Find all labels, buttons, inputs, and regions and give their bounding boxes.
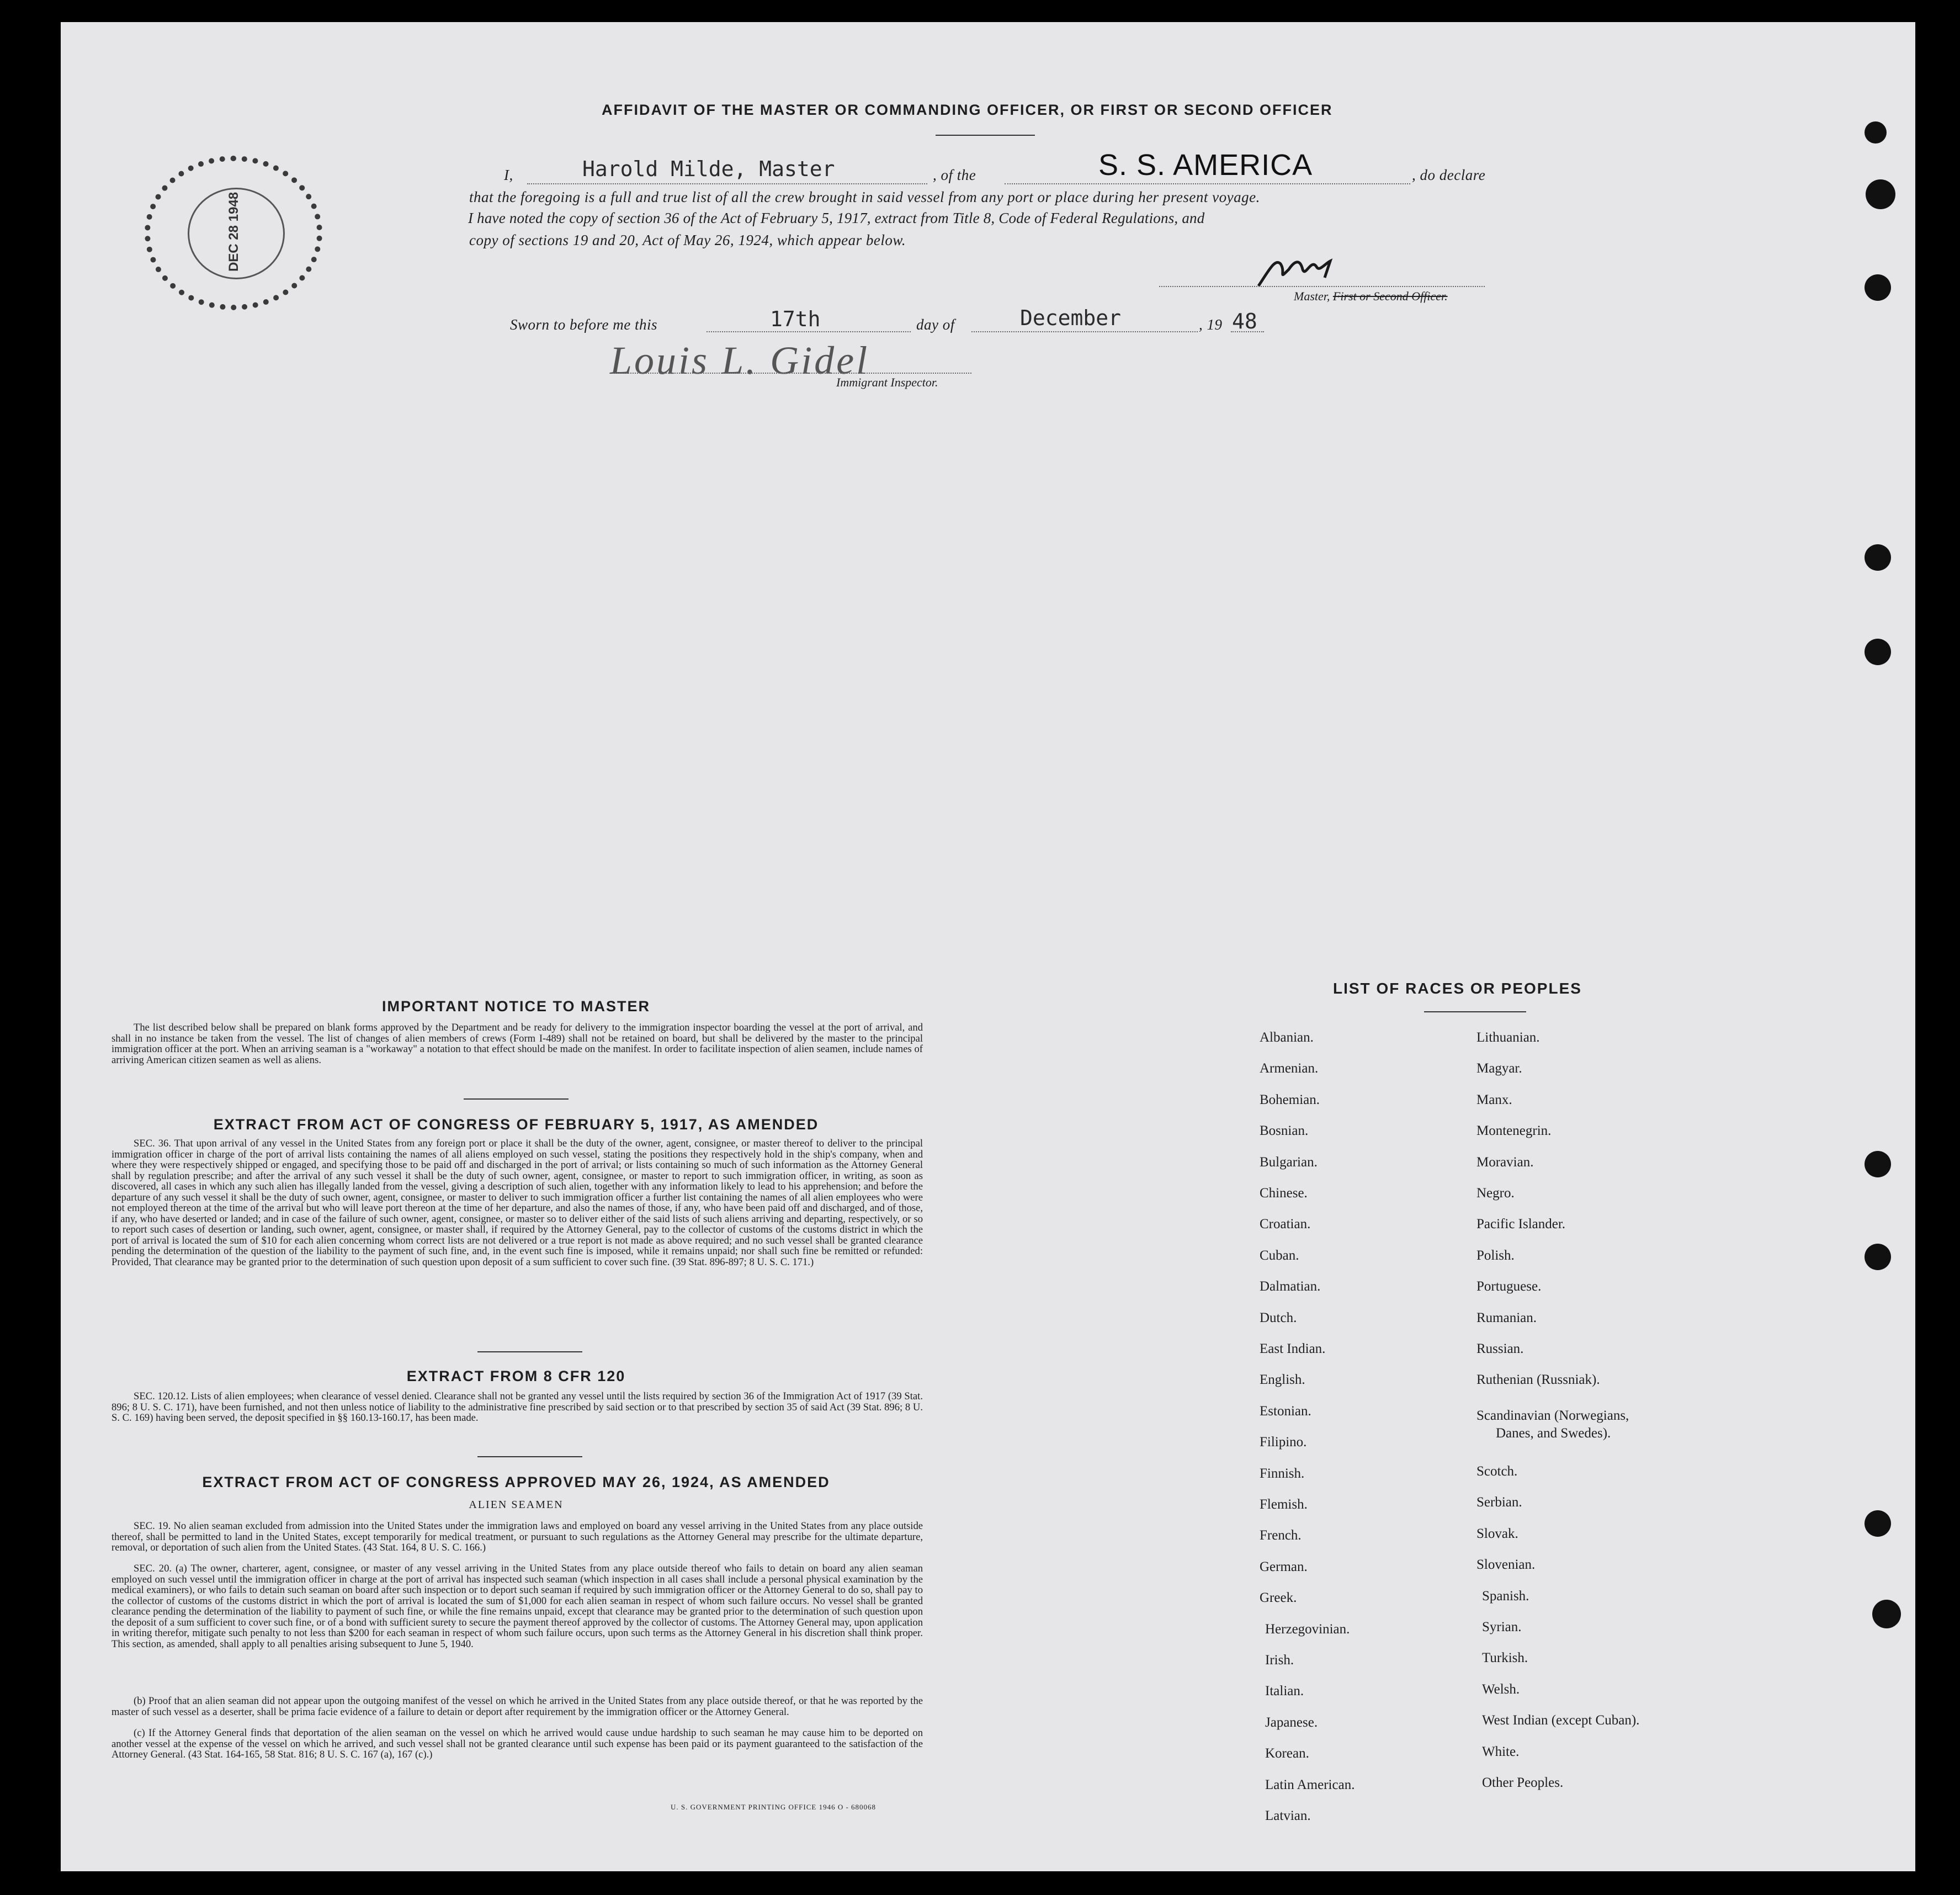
race-item: Danes, and Swedes). <box>1496 1426 1611 1441</box>
race-item: Dutch. <box>1260 1310 1297 1325</box>
race-item: German. <box>1260 1559 1308 1574</box>
punch-hole <box>1865 1510 1891 1537</box>
declaration-i: I, <box>504 167 513 183</box>
race-item: Russian. <box>1476 1341 1524 1356</box>
race-item: Turkish. <box>1482 1650 1528 1665</box>
race-item: Scandinavian (Norwegians, <box>1476 1408 1629 1423</box>
race-item: French. <box>1260 1528 1302 1543</box>
race-item: Dalmatian. <box>1260 1279 1321 1294</box>
race-item: Herzegovinian. <box>1265 1622 1350 1637</box>
declaration-line-3: I have noted the copy of section 36 of the Act of February 5, 1917, extract from Title 8, Code of Federal Regulations, and <box>468 210 1205 226</box>
race-item: Greek. <box>1260 1590 1297 1605</box>
race-item: Magyar. <box>1476 1061 1522 1076</box>
race-item: White. <box>1482 1744 1520 1759</box>
ship-line <box>1005 183 1410 184</box>
extract-1924-sec20a: SEC. 20. (a) The owner, charterer, agent, consignee, or master of any vessel arriving in the United States from any place outside thereof who fails to detain on board any alien seaman employed on such vessel until the immigration officer in charge at the port of arrival has inspected such seaman (which inspection in all cases shall include a personal physical examination by the medical examiners), or who fails to detain such seaman on board after such inspection or to deport such seaman if required by such immigration officer or the Attorney General to do so, shall pay to the collector of customs of the customs district in which the port of arrival is located the sum of $1,000 for each alien seaman in respect of whom such failure occurs. No vessel shall be granted clearance pending the determination of the liability to payment of such fine, or while the fine remains unpaid, except that clearance may be granted prior to the determination of such question upon the deposit of a sum sufficient to cover such fine, or of a bond with sufficient surety to secure the payment thereof approved by the collector of customs. The Attorney General may, upon application in writing therefor, mitigate such penalty to not less than $200 for each seaman in respect of whom such failure occurs, upon such terms as the Attorney General in his discretion shall think proper. This section, as amended, shall apply to all penalties arising subsequent to June 5, 1940. <box>111 1563 923 1650</box>
races-rule <box>1424 1011 1526 1012</box>
race-item: Negro. <box>1476 1186 1515 1201</box>
extract-cfr-rule <box>477 1456 582 1457</box>
race-item: Armenian. <box>1260 1061 1319 1076</box>
notice-text: The list described below shall be prepared on blank forms approved by the Department and be ready for delivery to the immigration inspector boarding the vessel at the port of arrival, and shall in no instance be taken from the vessel. The list of changes of alien members of crews (Form I-489) shall not be retained on board, but shall be delivered by the master to the principal immigration officer at the port. When an arriving seaman is a "workaway" a notation to that effect should be made on the manifest. In order to facilitate inspection of alien seamen, include names of arriving American citizen seamen as well as aliens. <box>111 1022 923 1066</box>
sworn-year-line <box>1231 331 1264 332</box>
punch-hole <box>1865 544 1891 571</box>
name-line <box>527 183 927 184</box>
race-item: Japanese. <box>1265 1715 1318 1730</box>
declaration-do-declare: , do declare <box>1412 167 1486 183</box>
punch-hole <box>1865 274 1891 301</box>
extract-1924-title: EXTRACT FROM ACT OF CONGRESS APPROVED MAY 26, 1924, AS AMENDED <box>202 1474 830 1490</box>
race-item: Bosnian. <box>1260 1123 1309 1138</box>
extract-1917-title: EXTRACT FROM ACT OF CONGRESS OF FEBRUARY 5, 1917, AS AMENDED <box>213 1116 819 1133</box>
race-item: Bohemian. <box>1260 1092 1320 1107</box>
master-caption-master: Master, <box>1294 289 1330 303</box>
printing-office-footer: U. S. GOVERNMENT PRINTING OFFICE 1946 O - 680068 <box>671 1803 877 1811</box>
race-item: Slovak. <box>1476 1526 1518 1541</box>
race-item: Korean. <box>1265 1746 1309 1761</box>
master-sign-line <box>1159 286 1485 287</box>
punch-hole <box>1865 639 1891 665</box>
race-item: Syrian. <box>1482 1620 1522 1634</box>
punch-hole <box>1865 1244 1891 1270</box>
race-item: Other Peoples. <box>1482 1775 1564 1790</box>
race-item: Latvian. <box>1265 1808 1311 1823</box>
race-item: Serbian. <box>1476 1495 1522 1510</box>
scan-edge <box>1915 22 1960 1871</box>
race-item: Finnish. <box>1260 1466 1305 1481</box>
race-item: Estonian. <box>1260 1404 1311 1419</box>
race-item: Spanish. <box>1482 1589 1529 1604</box>
extract-cfr-text: SEC. 120.12. Lists of alien employees; when clearance of vessel denied. Clearance shall not be granted any vessel until the lists required by section 36 of the Immigration Act of 1917 (39 Stat. 896; 8 U. S. C. 171), have been furnished, and not then unless notice of liability to the administrative fine prescribed by said section or to that prescribed by section 35 of said Act (39 Stat. 896; 8 U. S. C. 169) having been served, the deposit specified in §§ 160.13-160.17, has been made. <box>111 1390 923 1424</box>
race-item: Croatian. <box>1260 1217 1311 1232</box>
extract-1924-sec19: SEC. 19. No alien seaman excluded from admission into the United States under the immigration laws and employed on board any vessel arriving in the United States from any place outside thereof, shall be permitted to land in the United States, except temporarily for medical treatment, or pursuant to such regulations as the Attorney General may prescribe for the ultimate departure, removal, or deportation of such alien from the United States. (43 Stat. 164, 8 U. S. C. 166.) <box>111 1520 923 1553</box>
affidavit-title: AFFIDAVIT OF THE MASTER OR COMMANDING OFFICER, OR FIRST OR SECOND OFFICER <box>602 102 1333 118</box>
master-name: Harold Milde, Master <box>582 157 835 181</box>
declaration-line-2: that the foregoing is a full and true list of all the crew brought in said vessel from any port or place during her present voyage. <box>469 189 1260 205</box>
sworn-day-line <box>707 331 911 332</box>
ship-name: S. S. AMERICA <box>1098 148 1313 182</box>
sworn-day-of: day of <box>916 316 955 333</box>
extract-1917-text: SEC. 36. That upon arrival of any vessel in the United States from any foreign port or place it shall be the duty of the owner, agent, consignee, or master thereof to deliver to the principal immigration officer in charge of the port of arrival lists containing the names of all aliens employed on such vessel, stating the positions they respectively hold in the ship's company, when and where they were respectively shipped or engaged, and specifying those to be paid off and discharged in the port of arrival; or lists containing so much of such information as the Attorney General shall by regulation prescribe; and after the arrival of any such vessel it shall be the duty of such owner, agent, consignee, or master to report to such immigration officer, in writing, as soon as discovered, all cases in which any such alien has illegally landed from the vessel, giving a description of such alien, together with any information likely to lead to his apprehension; and before the departure of any such vessel it shall be the duty of such owner, agent, consignee, or master to deliver to such immigration officer a further list containing the names of all alien employees who were not employed thereon at the time of the arrival but who will leave port thereon at the time of her departure, and also the names of those, if any, who have been paid off and discharged, and of those, if any, who have deserted or landed; and in case of the failure of such owner, agent, consignee, or master so to deliver either of the said lists of such aliens arriving and departing, respectively, or so to report such cases of desertion or landing, such owner, agent, consignee, or master shall, if required by the Attorney General, pay to the collector of customs of the customs district in which the port of arrival is located the sum of $10 for each alien concerning whom correct lists are not delivered or a true report is not made as above required; and no such vessel shall be granted clearance pending the determination of the question of the liability to the payment of such fine, and, in the event such fine is imposed, while it remains unpaid; nor shall such fine be remitted or refunded: Provided, That clearance may be granted prior to the determination of such question upon deposit of a sum sufficient to cover such fine. (39 Stat. 896-897; 8 U. S. C. 171.) <box>111 1138 923 1268</box>
declaration-of-the: , of the <box>933 167 976 183</box>
punch-hole <box>1865 121 1887 144</box>
sworn-month: December <box>1020 306 1122 330</box>
race-item: Filipino. <box>1260 1435 1307 1450</box>
race-item: Italian. <box>1265 1684 1304 1698</box>
notice-title: IMPORTANT NOTICE TO MASTER <box>382 998 650 1015</box>
race-item: Montenegrin. <box>1476 1123 1552 1138</box>
stamp-date: DEC 28 1948 <box>226 192 241 272</box>
extract-1924-sec20c: (c) If the Attorney General finds that deportation of the alien seaman on the vessel on which he arrived would cause undue hardship to such seaman he may cause him to be deported on another vessel at the expense of the vessel on which he arrived, and such vessel shall not be granted clearance until such expense has been paid or its payment guaranteed to the satisfaction of the Attorney General. (43 Stat. 164-165, 58 Stat. 816; 8 U. S. C. 167 (a), 167 (c).) <box>111 1727 923 1760</box>
extract-1924-sec20b: (b) Proof that an alien seaman did not appear upon the outgoing manifest of the vessel on which he arrived in the United States from any place outside thereof, or that he was reported by the master of such vessel as a deserter, shall be prima facie evidence of a failure to detain or deport after requirement by the immigration officer or the Attorney General. <box>111 1695 923 1718</box>
master-caption <box>1294 289 1448 304</box>
race-item: Pacific Islander. <box>1476 1217 1566 1232</box>
race-item: Cuban. <box>1260 1248 1299 1263</box>
extract-1924-subtitle: ALIEN SEAMEN <box>469 1499 564 1511</box>
race-item: West Indian (except Cuban). <box>1482 1713 1640 1728</box>
race-item: Welsh. <box>1482 1682 1520 1697</box>
race-item: Latin American. <box>1265 1777 1355 1792</box>
race-item: English. <box>1260 1372 1305 1387</box>
extract-1917-rule <box>477 1351 582 1352</box>
race-item: Scotch. <box>1476 1464 1518 1479</box>
race-item: Portuguese. <box>1476 1279 1542 1294</box>
race-item: Polish. <box>1476 1248 1515 1263</box>
race-item: Irish. <box>1265 1653 1294 1668</box>
master-caption-officer: First or Second Officer. <box>1332 289 1448 303</box>
race-item: East Indian. <box>1260 1341 1326 1356</box>
punch-hole <box>1872 1600 1901 1628</box>
sworn-year-prefix: , 19 <box>1199 316 1223 333</box>
inspector-signature: Louis L. Gidel <box>610 338 870 383</box>
race-item: Moravian. <box>1476 1155 1534 1170</box>
race-item: Manx. <box>1476 1092 1512 1107</box>
race-item: Flemish. <box>1260 1497 1308 1512</box>
declaration-line-4: copy of sections 19 and 20, Act of May 26, 1924, which appear below. <box>469 232 906 248</box>
inspector-sign-line <box>613 373 971 374</box>
title-rule <box>936 135 1035 136</box>
extract-cfr-title: EXTRACT FROM 8 CFR 120 <box>406 1368 626 1384</box>
race-item: Chinese. <box>1260 1186 1308 1201</box>
sworn-day: 17th <box>770 307 821 331</box>
race-item: Bulgarian. <box>1260 1155 1318 1170</box>
inspector-caption: Immigrant Inspector. <box>836 375 938 389</box>
race-item: Ruthenian (Russniak). <box>1476 1372 1600 1387</box>
master-signature <box>1247 247 1358 291</box>
race-item: Rumanian. <box>1476 1310 1537 1325</box>
notice-rule <box>464 1098 569 1100</box>
race-item: Slovenian. <box>1476 1557 1536 1572</box>
race-item: Albanian. <box>1260 1030 1314 1045</box>
sworn-label: Sworn to before me this <box>510 316 657 333</box>
punch-hole <box>1865 1151 1891 1177</box>
sworn-year: 48 <box>1232 309 1257 333</box>
punch-hole <box>1866 179 1895 209</box>
sworn-month-line <box>971 331 1198 332</box>
races-title: LIST OF RACES OR PEOPLES <box>1333 980 1582 997</box>
race-item: Lithuanian. <box>1476 1030 1540 1045</box>
